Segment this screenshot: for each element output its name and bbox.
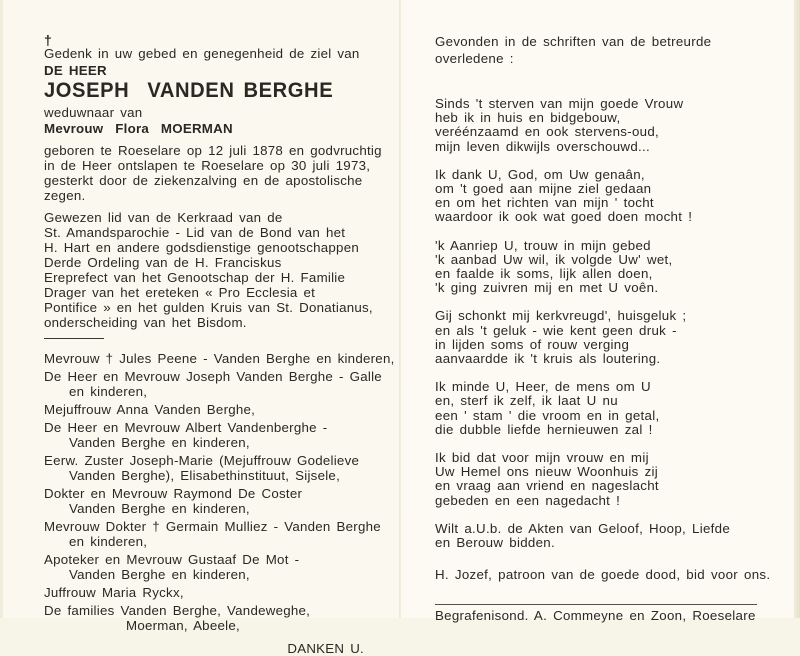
- poem-line: aanvaardde ik 't kruis als loutering.: [435, 351, 661, 367]
- poem-line: een ' stam ' die vroom en in getal,: [435, 407, 660, 423]
- poem-line: Ik dank U, God, om Uw genaân,: [435, 166, 645, 182]
- birth-death-line: geboren te Roeselare op 12 juli 1878 en godvruchtig: [44, 143, 382, 158]
- family-entry-line: Vanden Berghe en kinderen,: [69, 435, 250, 450]
- poem-intro-line: Gevonden in de schriften van de betreurde: [435, 34, 712, 49]
- family-entry-line: De Heer en Mevrouw Joseph Vanden Berghe - Galle: [44, 369, 382, 384]
- family-entry-line: Mevrouw Dokter † Germain Mulliez - Vanden Berghe: [44, 519, 381, 534]
- poem-line: waardoor ik ook wat goed doen mocht !: [435, 209, 693, 225]
- intro-text: Gedenk in uw gebed en genegenheid de ziel van: [44, 46, 360, 61]
- family-entry-line: Moerman, Abeele,: [126, 618, 240, 633]
- poem-line: Ik bid dat voor mijn vrouw en mij: [435, 450, 649, 466]
- spouse-name: Mevrouw Flora MOERMAN: [44, 121, 233, 136]
- poem-line: Ik minde U, Heer, de mens om U: [435, 379, 651, 395]
- honors-block: [44, 210, 394, 330]
- poem-line: 'k aanbad Uw wil, ik volgde Uw' wet,: [435, 251, 673, 267]
- family-entry-line: en kinderen,: [69, 534, 148, 549]
- invocation-line: H. Jozef, patroon van de goede dood, bid voor ons.: [435, 567, 771, 583]
- family-entry-line: Vanden Berghe en kinderen,: [69, 567, 250, 582]
- poem-line: die dubble liefde hernieuwen zal !: [435, 421, 653, 437]
- poem-line: 'k Aanriep U, trouw in mijn gebed: [435, 237, 651, 253]
- poem-stanza: [435, 168, 775, 225]
- family-entry: [44, 585, 394, 600]
- invocation: [435, 568, 775, 582]
- poem-line: Gij schonkt mij kerkvreugd', huisgeluk ;: [435, 308, 687, 324]
- family-entry-line: Juffrouw Maria Ryckx,: [44, 585, 184, 600]
- poem-stanza: [435, 97, 775, 154]
- poem-line: in lijden soms of rouw verging: [435, 336, 630, 352]
- poem-line: mijn leven dikwijls overschouwd...: [435, 138, 650, 154]
- card-right-edge: [794, 0, 800, 618]
- honors-line: H. Hart en andere godsdienstige genootschappen: [44, 240, 359, 255]
- family-entry-line: De Heer en Mevrouw Albert Vandenberghe -: [44, 420, 328, 435]
- poem-line: om 't goed aan mijne ziel gedaan: [435, 181, 652, 197]
- poem-line: en om het richten van mijn ' tocht: [435, 195, 654, 211]
- poem-line: en faalde ik soms, lijk allen doen,: [435, 266, 653, 282]
- family-entry: [44, 519, 394, 549]
- birth-death-line: gesterkt door de ziekenzalving en de apostolische: [44, 173, 363, 188]
- poem-line: heb ik in huis en bidgebouw,: [435, 110, 621, 126]
- card-left-edge: [0, 0, 3, 618]
- family-entry-line: Dokter en Mevrouw Raymond De Coster: [44, 486, 303, 501]
- family-entry: [44, 603, 394, 633]
- family-list: [44, 351, 394, 633]
- poem-line: en, sterf ik zelf, ik laat U nu: [435, 393, 618, 409]
- family-entry: [44, 453, 394, 483]
- poem-intro-line: overledene :: [435, 51, 514, 66]
- prayer-request: [435, 522, 775, 550]
- left-panel-content: [44, 34, 394, 656]
- honors-line: Gewezen lid van de Kerkraad van de: [44, 210, 283, 225]
- footer-divider: [435, 604, 757, 605]
- poem-stanza: [435, 309, 775, 366]
- thanks-text: DANKEN U.: [287, 641, 364, 656]
- right-panel-content: [435, 33, 775, 624]
- poem-stanza: [435, 239, 775, 296]
- honors-line: onderscheiding van het Bisdom.: [44, 315, 247, 330]
- poem-stanza: [435, 451, 775, 508]
- cross-icon: †: [44, 32, 53, 48]
- family-entry-line: Apoteker en Mevrouw Gustaaf De Mot -: [44, 552, 300, 567]
- family-entry: [44, 552, 394, 582]
- birth-death-block: [44, 143, 394, 203]
- poem-line: gebeden en een nagedacht !: [435, 492, 621, 508]
- poem-line: en vraag aan vriend en nageslacht: [435, 478, 659, 494]
- honors-line: Pontifice » en het gulden Kruis van St. Donatianus,: [44, 300, 373, 315]
- family-entry-line: Vanden Berghe), Elisabethinstituut, Sijsele,: [69, 468, 341, 483]
- poem-stanza: [435, 380, 775, 437]
- family-entry: [44, 351, 394, 366]
- birth-death-line: in de Heer ontslapen te Roeselare op 30 juli 1973,: [44, 158, 371, 173]
- section-divider: [44, 338, 104, 339]
- honors-line: Ereprefect van het Genootschap der H. Familie: [44, 270, 346, 285]
- deceased-name: JOSEPH VANDEN BERGHE: [44, 79, 334, 102]
- poem-line: Uw Hemel ons nieuw Woonhuis zij: [435, 464, 659, 480]
- family-entry-line: De families Vanden Berghe, Vandeweghe,: [44, 603, 311, 618]
- prayer-line: Wilt a.U.b. de Akten van Geloof, Hoop, Liefde: [435, 520, 731, 536]
- family-entry: [44, 402, 394, 417]
- honors-line: St. Amandsparochie - Lid van de Bond van het: [44, 225, 346, 240]
- honors-line: Drager van het ereteken « Pro Ecclesia et: [44, 285, 316, 300]
- poem-line: en als 't geluk - wie kent geen druk -: [435, 322, 677, 338]
- card-fold-line: [399, 0, 401, 618]
- family-entry-line: en kinderen,: [69, 384, 148, 399]
- family-entry: [44, 420, 394, 450]
- title-prefix: DE HEER: [44, 63, 107, 78]
- poem-line: 'k ging zuivren mij en met U voên.: [435, 280, 659, 296]
- honors-line: Derde Ordeling van de H. Franciskus: [44, 255, 282, 270]
- poem-line: Sinds 't sterven van mijn goede Vrouw: [435, 96, 684, 111]
- prayer-line: en Berouw bidden.: [435, 535, 555, 551]
- funeral-home-credit: Begrafenisond. A. Commeyne en Zoon, Roeselare: [435, 608, 756, 624]
- family-entry-line: Mejuffrouw Anna Vanden Berghe,: [44, 402, 256, 417]
- family-entry-line: Eerw. Zuster Joseph-Marie (Mejuffrouw Godelieve: [44, 453, 360, 468]
- relation-text: weduwnaar van: [44, 105, 143, 120]
- birth-death-line: zegen.: [44, 188, 86, 203]
- family-entry: [44, 369, 394, 399]
- family-entry: [44, 486, 394, 516]
- family-entry-line: Mevrouw † Jules Peene - Vanden Berghe en kinderen,: [44, 351, 395, 366]
- poem-line: veréénzaamd en ook stervens-oud,: [435, 124, 660, 140]
- family-entry-line: Vanden Berghe en kinderen,: [69, 501, 250, 516]
- poem-intro: [435, 33, 775, 67]
